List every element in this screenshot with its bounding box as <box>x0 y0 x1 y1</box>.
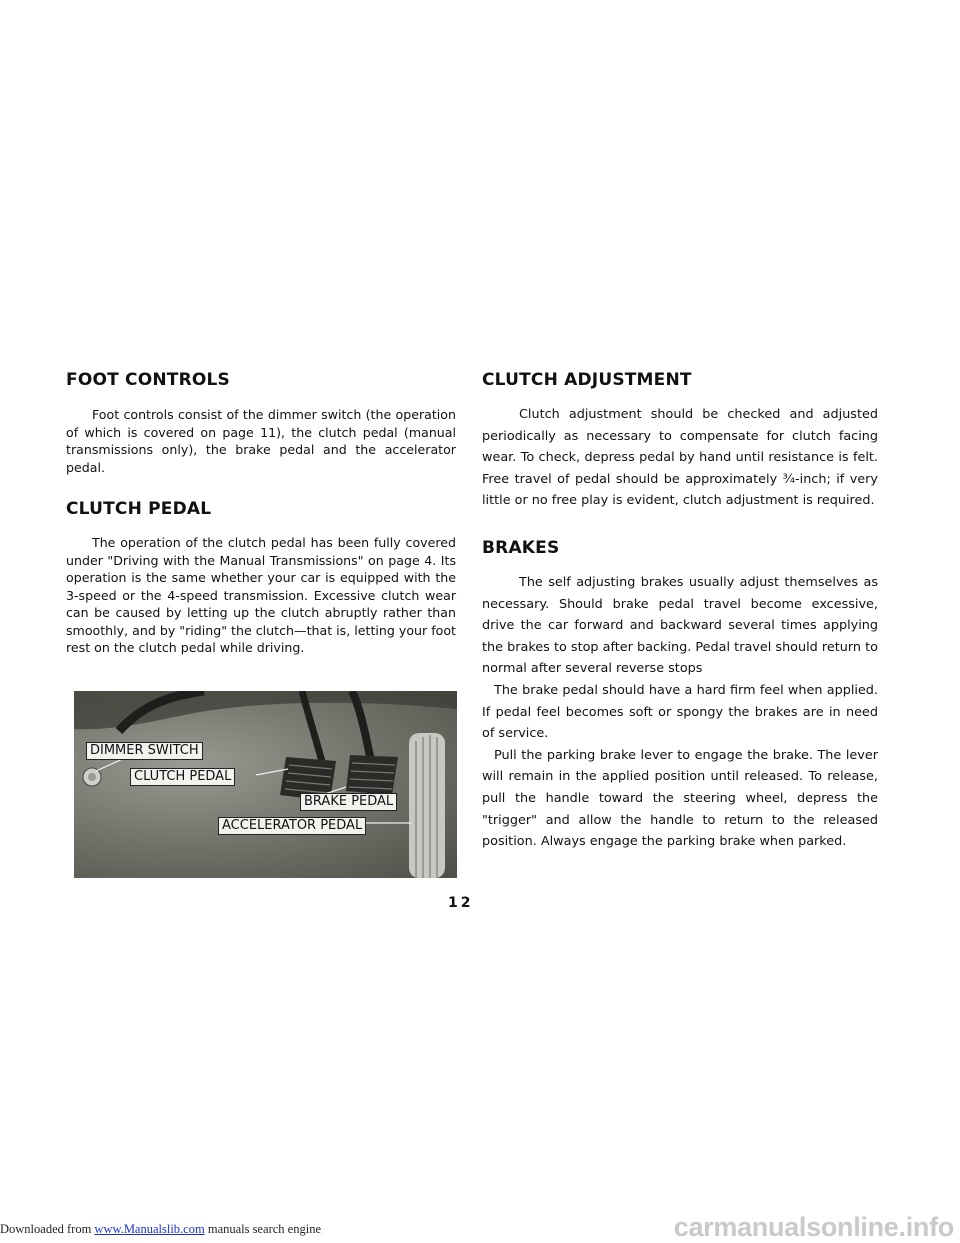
clutch-adjustment-text: Clutch adjustment should be checked and adjusted periodically as necessary to compensate for clutch facing wear. To check, depress pedal by hand until resistance is felt. Free travel of pedal should be approximately ¾-inch; if very little or no free play is evident, clutch adjustment is required. <box>482 407 878 509</box>
right-column <box>482 370 878 853</box>
accelerator-pedal-label: ACCELERATOR PEDAL <box>218 817 366 835</box>
foot-controls-text: Foot controls consist of the dimmer switch (the operation of which is covered on page 11), the clutch pedal (manual transmissions only), the brake pedal and the accelerator pedal. <box>66 407 456 475</box>
brakes-paragraph-1: The self adjusting brakes usually adjust themselves as necessary. Should brake pedal travel become excessive, drive the car forward and backward several times applying the brakes to stop after backing. Pedal travel should return to normal after several reverse stops <box>482 574 878 677</box>
clutch-pedal-label: CLUTCH PEDAL <box>130 768 235 786</box>
left-column <box>66 370 456 657</box>
brakes-paragraph-2: The brake pedal should have a hard firm feel when applied. If pedal feel becomes soft or spongy the brakes are in need of service. <box>482 682 878 742</box>
clutch-pedal-text: The operation of the clutch pedal has been fully covered under "Driving with the Manual Transmissions" on page 4. Its operation is the same whether your car is equipped with the 3-speed or the 4-speed transmission. Excessive clutch wear can be caused by letting up the clutch abruptly rather than smoothly, and by "riding" the clutch—that is, letting your foot rest on the clutch pedal while driving. <box>66 535 456 655</box>
footer-prefix: Downloaded from <box>0 1222 95 1236</box>
clutch-pedal-heading: CLUTCH PEDAL <box>66 499 212 519</box>
watermark-text: carmanualsonline.info <box>673 1212 954 1242</box>
brake-pedal-label: BRAKE PEDAL <box>300 793 397 811</box>
brakes-heading: BRAKES <box>482 537 560 558</box>
clutch-adjustment-heading: CLUTCH ADJUSTMENT <box>482 370 692 390</box>
brakes-paragraph-3: Pull the parking brake lever to engage the brake. The lever will remain in the applied position until released. To release, pull the handle toward the steering wheel, depress the "trigger" and allow the handle to return to the released position. Always engage the parking brake when parked. <box>482 747 878 850</box>
pedals-photo <box>74 691 457 878</box>
footer-suffix: manuals search engine <box>204 1222 321 1236</box>
foot-controls-heading: FOOT CONTROLS <box>66 370 231 390</box>
download-footer <box>0 1222 321 1237</box>
dimmer-switch-label: DIMMER SWITCH <box>86 742 203 760</box>
manualslib-link[interactable]: www.Manualslib.com <box>94 1222 205 1236</box>
page-number: 12 <box>448 895 474 911</box>
